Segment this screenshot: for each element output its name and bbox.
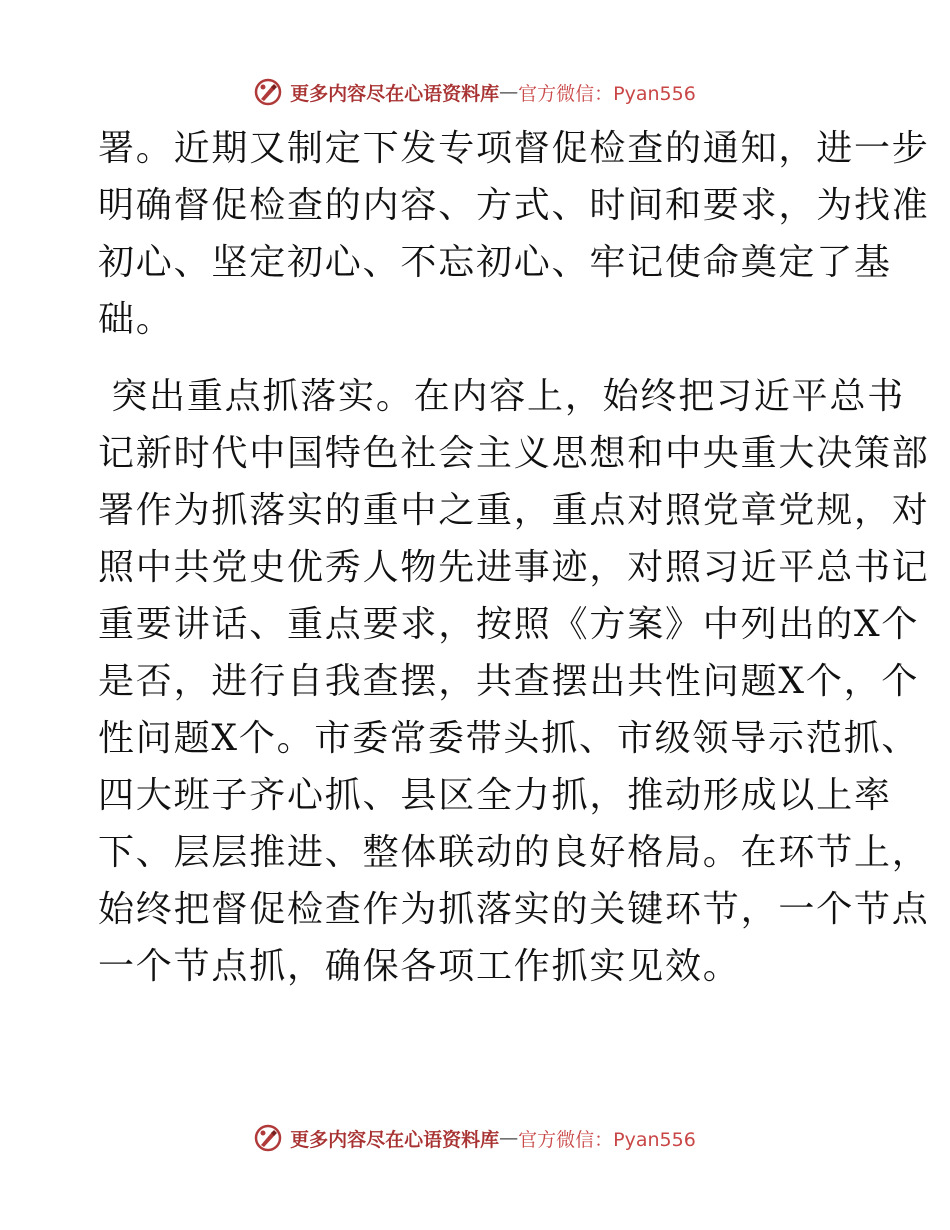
text-line: 础。 [98,299,174,340]
paragraph [98,120,930,348]
text-line: 一个节点抓，确保各项工作抓实见效。 [98,946,741,987]
paragraph [98,368,930,995]
text-line: 明确督促检查的内容、方式、时间和要求，为找准 [98,185,930,226]
text-line: 是否，进行自我查摆，共查摆出共性问题X个，个 [98,661,920,702]
document-body [98,120,930,995]
text-line: 四大班子齐心抓、县区全力抓，推动形成以上率 [98,775,892,816]
watermark-handle-text: 官方微信：Pyan556 [518,1128,696,1151]
text-line: 突出重点抓落实。在内容上，始终把习近平总书 [98,376,906,417]
watermark-main-text: 更多内容尽在心语资料库 [290,1128,500,1151]
text-line: 署作为抓落实的重中之重，重点对照党章党规，对 [98,490,930,531]
text-line: 重要讲话、重点要求，按照《方案》中列出的X个 [98,604,920,645]
pen-logo-icon [254,1124,282,1152]
text-line: 照中共党史优秀人物先进事迹，对照习近平总书记 [98,547,930,588]
text-line: 下、层层推进、整体联动的良好格局。在环节上， [98,832,930,873]
footer-watermark [0,1118,950,1158]
watermark-main-text: 更多内容尽在心语资料库 [290,82,500,105]
text-line: 始终把督促检查作为抓落实的关键环节，一个节点 [98,889,930,930]
watermark-dash: — [499,1127,519,1149]
text-line: 性问题X个。市委常委带头抓、市级领导示范抓、 [98,718,920,759]
pen-logo-icon [254,78,282,106]
watermark-handle-text: 官方微信：Pyan556 [518,82,696,105]
text-line: 记新时代中国特色社会主义思想和中央重大决策部 [98,433,930,474]
text-line: 初心、坚定初心、不忘初心、牢记使命奠定了基 [98,242,892,283]
text-line: 署。近期又制定下发专项督促检查的通知，进一步 [98,128,930,169]
header-watermark [0,72,950,112]
watermark-dash: — [499,81,519,103]
